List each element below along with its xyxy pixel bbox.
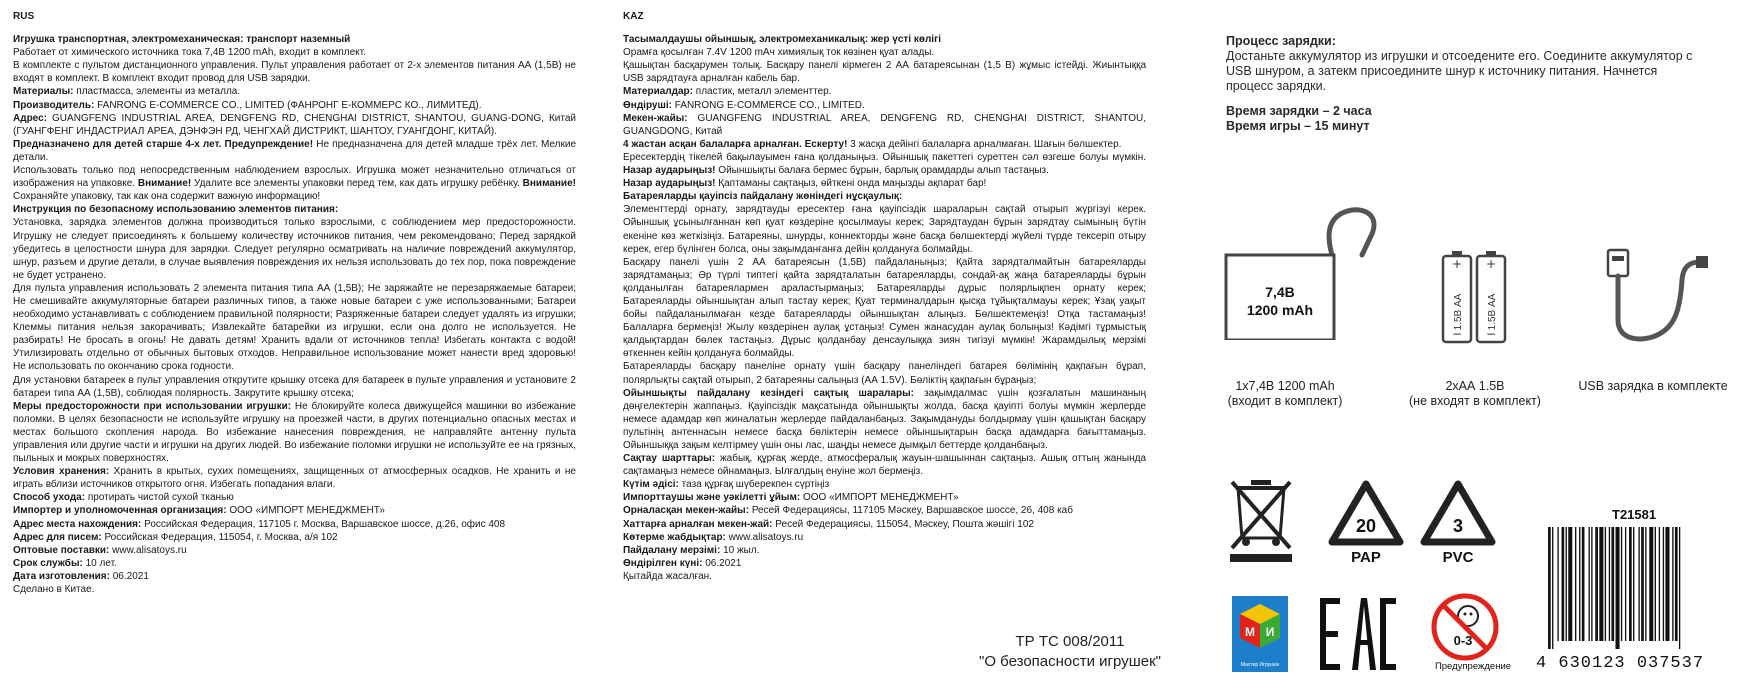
warning-label: Предупреждение bbox=[1434, 661, 1512, 672]
kaz-lang-label: KAZ bbox=[623, 11, 644, 22]
svg-text:+: + bbox=[1451, 257, 1463, 271]
rus-precautions: Меры предосторожности при использовании игрушки: Не блокируйте колеса движущейся машинки во избежание поломки. В целях безопасности не используйте игрушку на проезжей части, в других потенциально опасных местах и местах большого скопления народа. Во избежание нанесения повреждения, не направляйте антенну пульта управления или другие части и игрушки на других людей. Во избежание поломки игрушки не используйте ее на грязных, пыльных и мокрых поверхностях. bbox=[13, 400, 576, 465]
aa-caption bbox=[1400, 379, 1550, 409]
pvc-number: 3 bbox=[1452, 516, 1464, 536]
charging-title: Процесс зарядки: bbox=[1226, 34, 1336, 48]
barcode-bar bbox=[1566, 527, 1567, 641]
rus-lang-label: RUS bbox=[13, 11, 35, 22]
barcode-bar bbox=[1679, 527, 1680, 649]
kaz-wholesale: Көтерме жабдықтар: www.alisatoys.ru bbox=[623, 531, 804, 543]
barcode-bar bbox=[1663, 527, 1664, 641]
rus-address: Адрес: GUANGFENG INDUSTRIAL AREA, DENGFENG RD, CHENGHAI DISTRICT, SHANTOU, GUANG-DONG, Китай (ГУАНГФЕНГ ИНДАСТРИАЛ АРЕА, ДЭНФЭН РД, ЧЕНГХАЙ ДИСТРИКТ, ШАНТОУ, ГУАНГДОНГ, КИТАЙ). bbox=[13, 112, 576, 137]
barcode-bar bbox=[1611, 527, 1614, 641]
barcode-bar bbox=[1589, 527, 1590, 641]
barcode-bar bbox=[1675, 527, 1678, 641]
standard-block bbox=[960, 632, 1180, 672]
svg-text:+: + bbox=[1485, 257, 1497, 271]
aa-caption-line1: 2хАА 1.5В bbox=[1445, 379, 1505, 393]
recycle-pap-icon bbox=[1328, 480, 1404, 566]
rus-care: Способ ухода: протирать чистой сухой тканью bbox=[13, 492, 234, 504]
barcode-bar bbox=[1638, 527, 1639, 641]
rus-importer: Импортер и уполномоченная организация: ООО «ИМПОРТ МЕНЕДЖМЕНТ» bbox=[13, 505, 385, 517]
pap-label: PAP bbox=[1351, 549, 1381, 566]
rus-wholesale: Оптовые поставки: www.alisatoys.ru bbox=[13, 544, 187, 556]
pvc-label: PVC bbox=[1442, 549, 1474, 566]
brand-logo bbox=[1232, 596, 1288, 672]
rus-title: Игрушка транспортная, электромеханическая: транспорт наземный bbox=[13, 34, 351, 46]
barcode-bar bbox=[1579, 527, 1580, 641]
play-time: Время игры – 15 минут bbox=[1226, 119, 1370, 133]
rus-battery-heading: Инструкция по безопасному использованию элементов питания: bbox=[13, 204, 339, 216]
barcode-bar bbox=[1591, 527, 1592, 641]
age-warning-icon bbox=[1430, 592, 1500, 662]
barcode-bar bbox=[1616, 527, 1620, 649]
barcode-bar bbox=[1582, 527, 1585, 641]
age-range: 0-3 bbox=[1453, 633, 1473, 648]
kaz-importer: Импорттаушы және уәкілетті ұйым: ООО «ИМПОРТ МЕНЕДЖМЕНТ» bbox=[623, 492, 959, 504]
barcode-bar bbox=[1548, 527, 1551, 649]
svg-text:И: И bbox=[1265, 625, 1275, 639]
rus-manufacturer: Производитель: FANRONG E-COMMERCE CO., LIMITED (ФАНРОНГ Е-КОММЕРС КО., ЛИМИТЕД). bbox=[13, 99, 482, 111]
barcode-bar bbox=[1645, 527, 1646, 641]
barcode-bar bbox=[1568, 527, 1572, 641]
rus-storage: Условия хранения: Хранить в крытых, сухих помещениях, защищенных от атмосферных осадков. Не хранить и не играть вблизи источников открытого огня. Избегать попадания влаги. bbox=[13, 466, 576, 491]
kaz-manufacture-date: Өндірілген күні: 06.2021 bbox=[623, 557, 742, 569]
kaz-manufacturer: Өндіруші: FANRONG E-COMMERCE CO., LIMITED. bbox=[623, 99, 865, 111]
charging-section bbox=[1226, 34, 1706, 134]
aa-label-1: 1.5В АА bbox=[1453, 293, 1464, 331]
kaz-service-life: Пайдалану мерзімі: 10 жыл. bbox=[623, 544, 760, 556]
article-number: T21581 bbox=[1612, 507, 1657, 522]
aa-label-2: 1.5В АА bbox=[1487, 293, 1498, 331]
battery-voltage-label: 7,4В bbox=[1265, 284, 1295, 300]
brand-name: Мастер Игрушек bbox=[1240, 662, 1280, 668]
rus-battery-remote: Для установки батареек в пульт управления открутите крышку отсека для батареек в пульте управления и установите 2 батареи типа АА (1,5В), соблюдая полярность. Закрутите крышку отсека; bbox=[13, 374, 576, 399]
barcode-bar bbox=[1599, 527, 1603, 641]
usb-caption: USB зарядка в комплекте bbox=[1578, 379, 1728, 393]
usb-cable-icon bbox=[1600, 240, 1710, 350]
rus-battery-rules: Для пульта управления использовать 2 элемента питания типа АА (1,5В); Не заряжайте не перезаряжаемые батареи; Не смешивайте аккумуляторные батареи различных типов, а также новые батареи с уже использованными; Батареи необходимо устанавливать с соблюдением правильной полярности; Разряженные батареи следует удалять из игрушки; Клеммы питания нельзя закорачивать; Извлекайте батарейки из игрушки, если она долго не используется. Не разбирать! Не бросать в огонь! Не давать детям! Хранить вдали от источников тепла! Избегать контакта с водой! Утилизировать отдельно от обычных бытовых отходов. Неправильное использование может нанести вред здоровью! Не использовать по окончанию срока годности. bbox=[13, 282, 576, 373]
rus-location: Адрес места нахождения: Российская Федерация, 117105 г. Москва, Варшавское шоссе, д.26, офис 408 bbox=[13, 518, 506, 530]
rus-mail-address: Адрес для писем: Российская Федерация, 115054, г. Москва, а/я 102 bbox=[13, 531, 338, 543]
rus-manufacture-date: Дата изготовления: 06.2021 bbox=[13, 570, 149, 582]
svg-text:М: М bbox=[1245, 625, 1255, 639]
battery-caption-line1: 1х7,4В 1200 mAh bbox=[1235, 379, 1335, 393]
kaz-keep-package: Назар аударыңыз! Қаптаманы сақтаңыз, өйткені онда маңызды ақпарат бар! bbox=[623, 178, 987, 190]
barcode-bar bbox=[1595, 527, 1598, 641]
standard-code: ТР ТС 008/2011 bbox=[1015, 633, 1125, 650]
rus-service-life: Срок службы: 10 лет. bbox=[13, 557, 117, 569]
kaz-made-in: Қытайда жасалған. bbox=[623, 570, 712, 582]
kaz-battery-remote: Батареяларды басқару панеліне орнату үшін басқару панеліндегі батарея бөлімінің қақпағын бұрап, полярлықты сақтай отырып, 2 батареяны салыңыз (АА 1.5V). Бөліктің қақпағын бұраңыз; bbox=[623, 361, 1146, 386]
battery-capacity-label: 1200 mAh bbox=[1246, 302, 1314, 318]
kaz-care: Күтім әдісі: таза құрғақ шүберекпен сүртіңіз bbox=[623, 479, 830, 491]
charge-time: Время зарядки – 2 часа bbox=[1226, 104, 1372, 118]
kaz-mail-address: Хаттарға арналған мекен-жай: Ресей Федерациясы, 115054, Мәскеу, Пошта жәшігі 102 bbox=[623, 518, 1034, 530]
svg-text:−: − bbox=[1451, 327, 1463, 341]
barcode-bar bbox=[1633, 527, 1634, 641]
rus-age-warning: Предназначено для детей старше 4-х лет. Предупреждение! Не предназначена для детей младше трёх лет. Мелкие детали. bbox=[13, 138, 577, 163]
aa-caption-line2: (не входят в комплект) bbox=[1409, 394, 1541, 408]
barcode-bar bbox=[1665, 527, 1669, 641]
barcode-bar bbox=[1557, 527, 1558, 641]
barcode-bar bbox=[1562, 527, 1565, 641]
kaz-materials: Материалдар: пластик, металл элементтер. bbox=[623, 86, 832, 98]
barcode-bar bbox=[1625, 527, 1626, 641]
kaz-battery-install: Элементтерді орнату, зарядтауды ересектер ғана қауіпсіздік шараларын сақтай отырып жүргізуі керек. Ойыншық ұсынылғаннан көп қуат көздеріне қосылмауы керек; Зарядтаудан бұрын зарядтау сымының бүтін екеніне көз жеткізіңіз. Батареяны, шнурды, коннекторды және басқа бөлшектерді жүйелі түрде тексеріп отыру керек, егер бүлінген болса, оны зақымданғанға дейін қолдануға болмайды. bbox=[623, 204, 1146, 255]
pap-number: 20 bbox=[1355, 516, 1377, 536]
barcode-bar bbox=[1641, 527, 1644, 641]
kaz-battery-heading: Батареяларды қауіпсіз пайдалану жөніндегі нұсқаулық: bbox=[623, 191, 903, 203]
barcode-bar bbox=[1629, 527, 1632, 641]
svg-text:−: − bbox=[1485, 327, 1497, 341]
barcode-bar bbox=[1655, 527, 1656, 641]
barcode-bar bbox=[1575, 527, 1576, 641]
eac-mark bbox=[1318, 596, 1398, 672]
barcode-bar bbox=[1605, 527, 1606, 641]
barcode-bar bbox=[1649, 527, 1653, 641]
barcode-bar bbox=[1552, 527, 1553, 649]
rus-made-in: Сделано в Китае. bbox=[13, 584, 95, 596]
kaz-age-warning: 4 жастан асқан балаларға арналған. Ескерту! 3 жасқа дейінгі балаларға арналмаған. Шағын бөлшектер. bbox=[623, 138, 1122, 150]
rus-battery-install: Установка, зарядка элементов должна производиться только взрослыми, с соблюдением мер предосторожности. Игрушку не следует присоединять к большему количеству источников питания, чем рекомендовано; Перед зарядкой убедитесь в целостности шнура для зарядки. Следует регулярно осматривать на наличие повреждений аккумулятор, шнур, разъем и другие детали, в случае выявления повреждения их нельзя использовать до тех пор, пока повреждение не будет устранено. bbox=[13, 217, 576, 281]
standard-title: "О безопасности игрушек" bbox=[979, 653, 1161, 670]
rus-kit: В комплекте с пультом дистанционного управления. Пульт управления работает от 2-х элементов питания АА (1,5В) не входят в комплект. В комплект входит провод для USB зарядки. bbox=[13, 60, 576, 85]
charging-text: Достаньте аккумулятор из игрушки и отсоедените его. Соедините аккумулятор с USB шнуром, а затекм присоедините шнур к источнику питания. Начнется процесс зарядки. bbox=[1226, 49, 1693, 93]
kaz-kit: Қашықтан басқарумен толық. Басқару панелі кірмеген 2 АА батареясынан (1,5 В) жұмыс істейді. Жиынтыққа USB зарядтауға арналған кабель бар. bbox=[623, 60, 1146, 85]
recycle-pvc-icon bbox=[1420, 480, 1496, 566]
battery-caption bbox=[1210, 379, 1360, 409]
barcode-bar bbox=[1672, 527, 1673, 641]
aa-batteries-icon bbox=[1440, 250, 1510, 346]
rus-materials: Материалы: пластмасса, элементы из металла. bbox=[13, 86, 241, 98]
battery-caption-line2: (входит в комплект) bbox=[1227, 394, 1343, 408]
kaz-power: Орамға қосылған 7.4V 1200 mAч химиялық ток көзінен қуат алады. bbox=[623, 47, 935, 59]
kaz-battery-rules: Басқару панелі үшін 2 АА батареясын (1,5В) пайдаланыңыз; Қайта зарядталмайтын батареяларды зарядтамаңыз; Әр түрлі типтегі қайта зарядталатын батареяларды, сондай-ақ жаңа батареяларды бұрын қолданылған батареялармен араластырмаңыз; Батареяларды дұрыс полярлықпен орнату керек; Батареяларды ойыншықтан алып тастау керек; Қуат терминалдарын қысқа тұйықталмауы керек; Ұзақ уақыт бойы пайдаланылмаған кезде батареяларды ойыншықтан алыңыз. Бөлшектемеңіз! Отқа тастамаңыз! Балаларға бермеңіз! Жылу көздерінен аулақ ұстаңыз! Сумен жанасудан аулақ болыңыз! Кәдімгі тұрмыстық қалдықтардан бөлек тастаңыз. Дұрыс қолданбау денсаулыққа зиян тигізуі мүмкін! Жарамдылық мерзімі өткеннен кейін қолдануға болмайды. bbox=[623, 256, 1146, 360]
barcode-bar bbox=[1659, 527, 1660, 641]
barcode-digits: 4 630123 037537 bbox=[1536, 654, 1705, 673]
barcode bbox=[1546, 527, 1726, 649]
kaz-storage: Сақтау шарттары: жабық, құрғақ жерде, атмосфералық жауын-шашыннан сақтаңыз. Ашық оттың жанында сақтамаңыз немесе ойнамаңыз. Ылғалдың енуіне жол бермеңіз. bbox=[623, 453, 1147, 478]
kaz-location: Орналасқан мекен-жайы: Ресей Федерациясы, 117105 Мәскеу, Варшавское шоссе, 26, 408 каб bbox=[623, 505, 1073, 517]
rus-supervision: Использовать только под непосредственным наблюдением взрослых. Игрушка может незначительно отличаться от изображения на упаковке. Внимание! Удалите все элементы упаковки перед тем, как дать игрушку ребёнку. Внимание! Сохраняйте упаковку, так как она содержит важную информацию! bbox=[13, 165, 576, 203]
rus-power: Работает от химического источника тока 7,4В 1200 mAh, входит в комплект. bbox=[13, 47, 366, 59]
kaz-title: Тасымалдаушы ойыншық, электромеханикалық: жер үсті көлігі bbox=[623, 34, 942, 46]
barcode-bar bbox=[1609, 527, 1610, 641]
kaz-precautions: Ойыншықты пайдалану кезіндегі сақтық шаралары: зақымдалмас үшін қозғалатын машинаның дөңгелектерін жаппаңыз. Қауіпсіздік мақсатында ойыншықты жолда, басқа қауіпті болуы мүмкін жерлерде немесе адамдар көп жиналатын жерлерде пайдаланбаңыз. Зақымдануды болдырмау үшін қашықтан басқару пультінің антеннасын немесе басқа бөліктерін немесе ойыншықтарын басқа адамдарға бағыттамаңыз. Ойыншыққа зақым келтірмеу үшін оны лас, шаңды немесе дымқыл беттерде қолданбаңыз. bbox=[623, 387, 1146, 451]
kaz-address: Мекен-жайы: GUANGFENG INDUSTRIAL AREA, DENGFENG RD, CHENGHAI DISTRICT, SHANTOU, GUANGDONG, Китай bbox=[623, 112, 1146, 137]
wheelie-bin-icon bbox=[1226, 478, 1296, 563]
rus-column bbox=[13, 10, 576, 596]
battery-pack-icon bbox=[1220, 200, 1380, 340]
kaz-supervision: Ересектердің тікелей бақылауымен ғана қолданыңыз. Ойыншық пакеттегі суреттен сәл өзгеше болуы мүмкін. Назар аударыңыз! Ойыншықты балаға бермес бұрын, барлық орамдарды алып тастаңыз. bbox=[623, 151, 1146, 177]
kaz-column bbox=[623, 10, 1146, 583]
barcode-bar bbox=[1621, 527, 1622, 641]
